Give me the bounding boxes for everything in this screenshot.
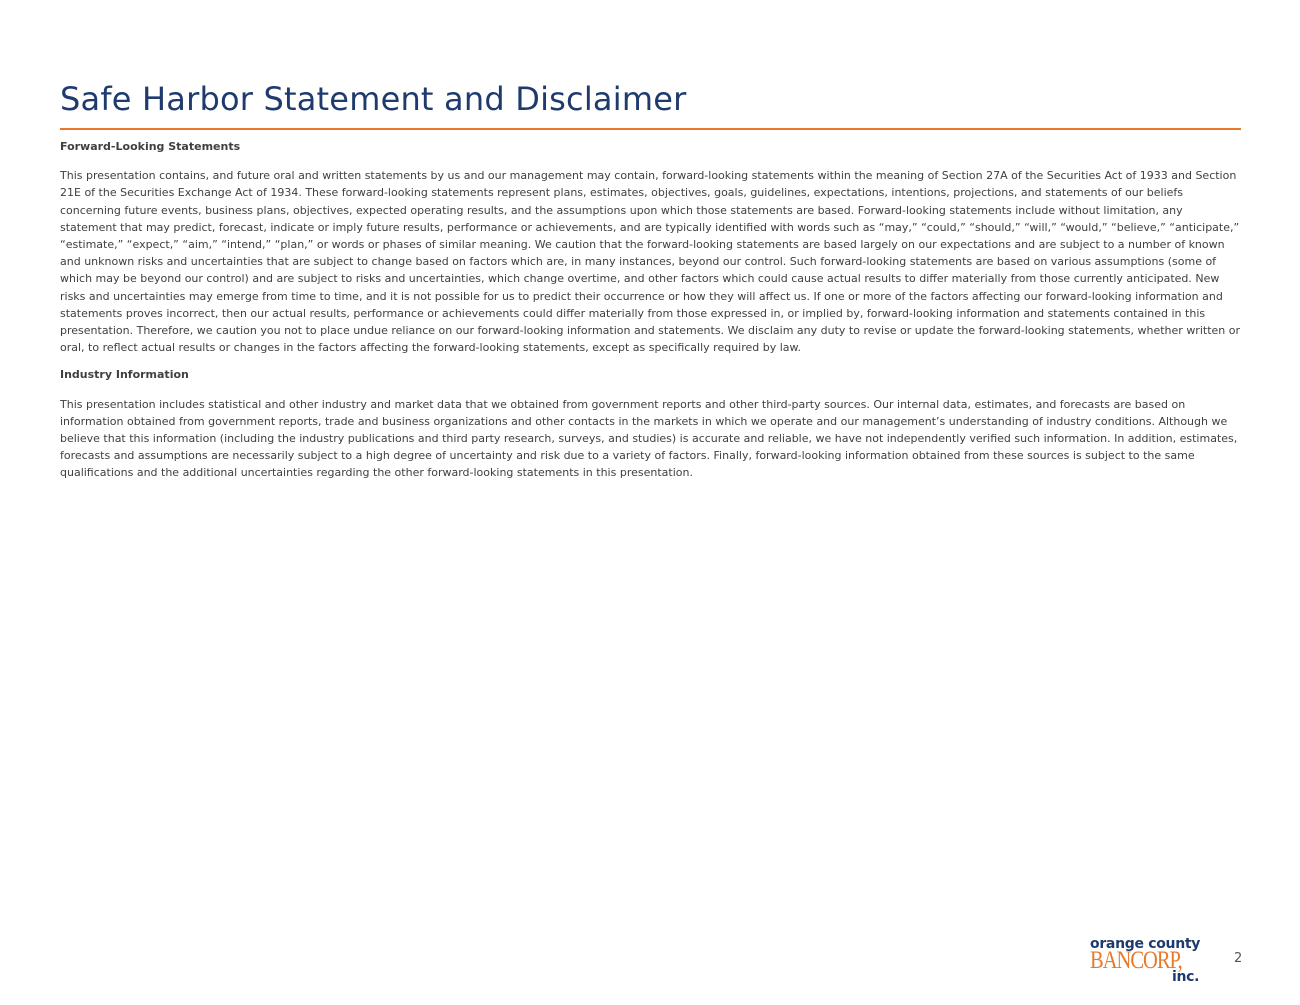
section-body-forward-looking: This presentation contains, and future oral and written statements by us and our management may contain, forward-looking statements within the meaning of Section 27A of the Securities Act of 1933 and Section 21E of the Securities Exchange Act of 1934. These forward-looking statements represent plans, estimates, objectives, goals, guidelines, expectations, intentions, projections, and statements of our beliefs concerning future events, business plans, objectives, expected operating results, and the assumptions upon which those statements are based. Forward-looking statements include without limitation, any statement that may predict, forecast, indicate or imply future results, performance or achievements, and are typically identified with words such as “may,” “could,” “should,” “will,” “would,” “believe,” “anticipate,” “estimate,” “expect,” “aim,” “intend,” “plan,” or words or phases of similar meaning. We caution that the forward-looking statements are based largely on our expectations and are subject to a number of known and unknown risks and uncertainties that are subject to change based on factors which are, in many instances, beyond our control. Such forward-looking statements are based on various assumptions (some of which may be beyond our control) and are subject to risks and uncertainties, which change overtime, and other factors which could cause actual results to differ materially from those currently anticipated. New risks and uncertainties may emerge from time to time, and it is not possible for us to predict their occurrence or how they will affect us. If one or more of the factors affecting our forward-looking information and statements proves incorrect, then our actual results, performance or achievements could differ materially from those expressed in, or implied by, forward-looking information and statements contained in this presentation. Therefore, we caution you not to place undue reliance on our forward-looking information and statements. We disclaim any duty to revise or update the forward-looking statements, whether written or oral, to reflect actual results or changes in the factors affecting the forward-looking statements, except as specifically required by law. <box>60 169 1241 355</box>
section-body-industry-information: This presentation includes statistical and other industry and market data that we obtained from government reports and other third-party sources. Our internal data, estimates, and forecasts are based on information obtained from government reports, trade and business organizations and other contacts in the markets in which we operate and our management’s understanding of industry conditions. Although we believe that this information (including the industry publications and third party research, surveys, and studies) is accurate and reliable, we have not independently verified such information. In addition, estimates, forecasts and assumptions are necessarily subject to a high degree of uncertainty and risk due to a variety of factors. Finally, forward-looking information obtained from these sources is subject to the same qualifications and the additional uncertainties regarding the other forward-looking statements in this presentation. <box>60 397 1238 480</box>
company-logo <box>1088 936 1206 988</box>
title-divider <box>60 128 1241 130</box>
logo-text-line1: orange county <box>1090 936 1201 952</box>
slide-content <box>60 138 1240 492</box>
page-number: 2 <box>1234 951 1243 966</box>
page-title: Safe Harbor Statement and Disclaimer <box>60 80 687 118</box>
logo-text-line2: BANCORP, <box>1090 947 1182 974</box>
logo-text-line3: inc. <box>1172 969 1200 985</box>
section-heading-industry-information: Industry Information <box>60 368 189 382</box>
section-heading-forward-looking: Forward-Looking Statements <box>60 140 241 153</box>
